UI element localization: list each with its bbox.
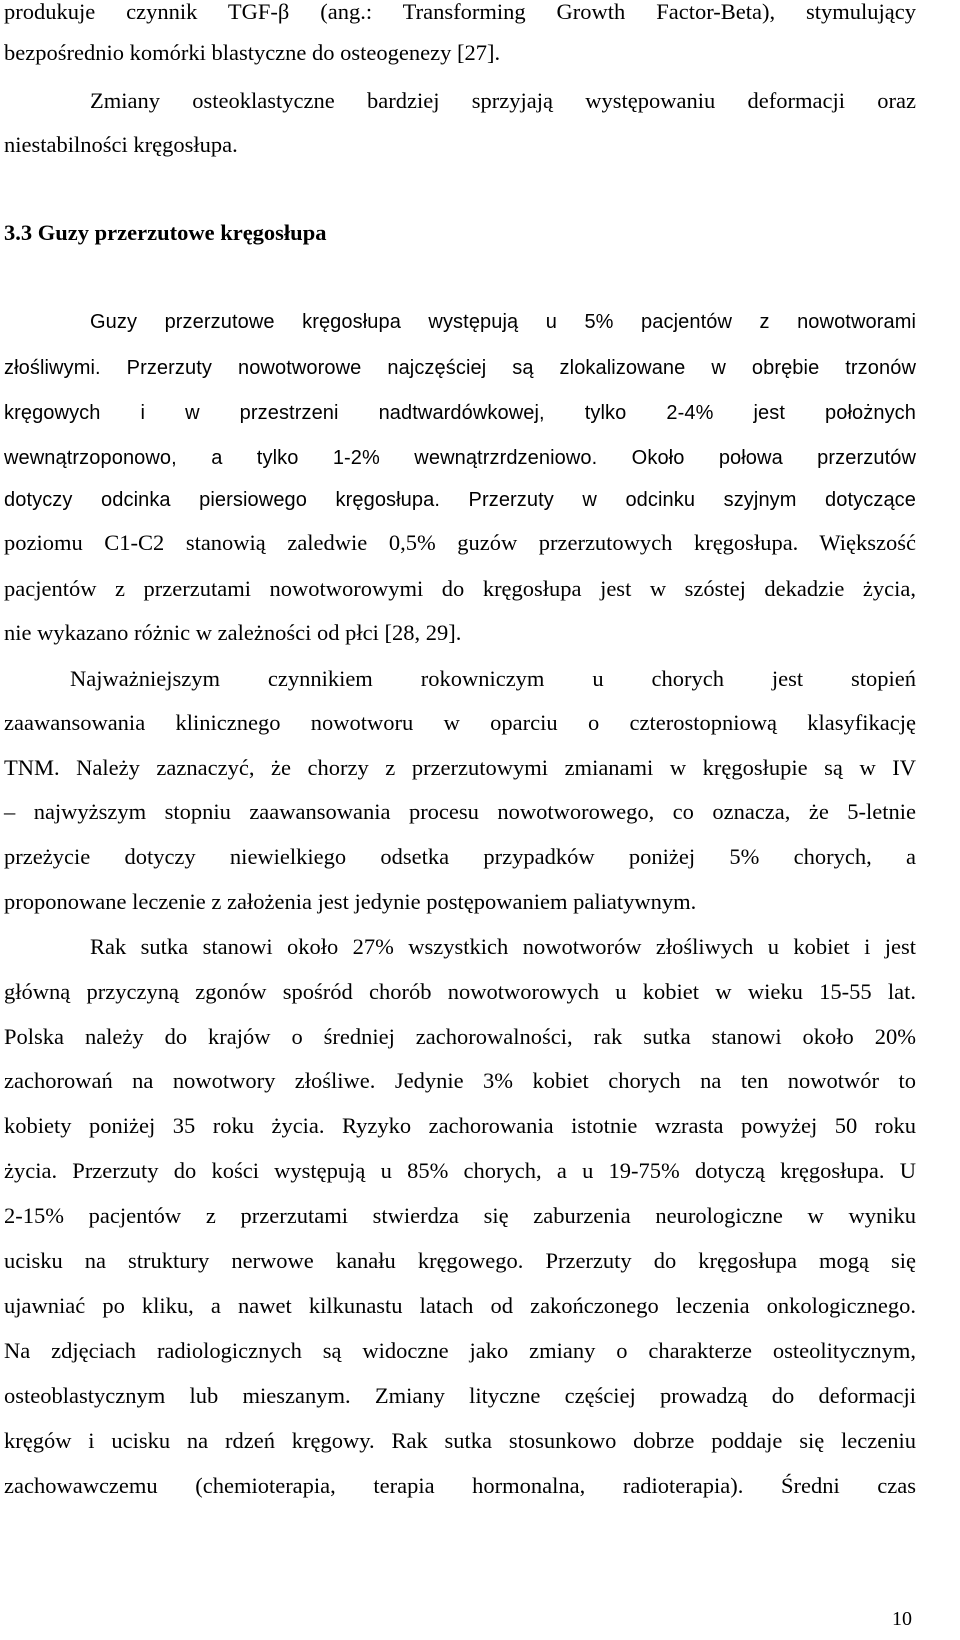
body-text-line: kręgów i ucisku na rdzeń kręgowy. Rak sutka stosunkowo dobrze poddaje się leczeniu xyxy=(4,1428,916,1453)
body-text-line: pacjentów z przerzutami nowotworowymi do kręgosłupa jest w szóstej dekadzie życia, xyxy=(4,576,916,601)
body-text-line: kręgowych i w przestrzeni nadtwardówkowej, tylko 2-4% jest położnych xyxy=(4,402,916,424)
body-text-line: bezpośrednio komórki blastyczne do osteogenezy [27]. xyxy=(4,40,501,65)
body-text-line: Najważniejszym czynnikiem rokowniczym u chorych jest stopień xyxy=(70,666,916,691)
body-text-line: zachorowań na nowotwory złośliwe. Jedynie 3% kobiet chorych na ten nowotwór to xyxy=(4,1068,916,1093)
body-text-line: produkuje czynnik TGF-β (ang.: Transforming Growth Factor-Beta), stymulujący xyxy=(4,0,916,24)
body-text-line: Guzy przerzutowe kręgosłupa występują u 5% pacjentów z nowotworami xyxy=(90,311,916,333)
body-text-line: nie wykazano różnic w zależności od płci [28, 29]. xyxy=(4,620,462,645)
body-text-line: ujawniać po kliku, a nawet kilkunastu latach od zakończonego leczenia onkologicznego. xyxy=(4,1293,916,1318)
body-text-line: dotyczy odcinka piersiowego kręgosłupa. Przerzuty w odcinku szyjnym dotyczące xyxy=(4,489,916,511)
body-text-line: TNM. Należy zaznaczyć, że chorzy z przerzutowymi zmianami w kręgosłupie są w IV xyxy=(4,755,916,780)
body-text-line: główną przyczyną zgonów spośród chorób nowotworowych u kobiet w wieku 15-55 lat. xyxy=(4,979,916,1004)
body-text-line: ucisku na struktury nerwowe kanału kręgowego. Przerzuty do kręgosłupa mogą się xyxy=(4,1248,916,1273)
body-text-line: Polska należy do krajów o średniej zachorowalności, rak sutka stanowi około 20% xyxy=(4,1024,916,1049)
body-text-line: kobiety poniżej 35 roku życia. Ryzyko zachorowania istotnie wzrasta powyżej 50 roku xyxy=(4,1113,916,1138)
body-text-line: 2-15% pacjentów z przerzutami stwierdza się zaburzenia neurologiczne w wyniku xyxy=(4,1203,916,1228)
page-number: 10 xyxy=(892,1608,912,1630)
body-text-line: zachowawczemu (chemioterapia, terapia hormonalna, radioterapia). Średni czas xyxy=(4,1473,916,1498)
body-text-line: przeżycie dotyczy niewielkiego odsetka przypadków poniżej 5% chorych, a xyxy=(4,844,916,869)
body-text-line: – najwyższym stopniu zaawansowania procesu nowotworowego, co oznacza, że 5-letnie xyxy=(4,799,916,824)
body-text-line: Rak sutka stanowi około 27% wszystkich nowotworów złośliwych u kobiet i jest xyxy=(90,934,916,959)
body-text-line: zaawansowania klinicznego nowotworu w oparciu o czterostopniową klasyfikację xyxy=(4,710,916,735)
section-heading: 3.3 Guzy przerzutowe kręgosłupa xyxy=(4,220,327,245)
body-text-line: życia. Przerzuty do kości występują u 85% chorych, a u 19-75% dotyczą kręgosłupa. U xyxy=(4,1158,916,1183)
body-text-line: Zmiany osteoklastyczne bardziej sprzyjają występowaniu deformacji oraz xyxy=(90,88,916,113)
body-text-line: poziomu C1-C2 stanowią zaledwie 0,5% guzów przerzutowych kręgosłupa. Większość xyxy=(4,530,916,555)
body-text-line: wewnątrzoponowo, a tylko 1-2% wewnątrzrdzeniowo. Około połowa przerzutów xyxy=(4,447,916,469)
body-text-line: Na zdjęciach radiologicznych są widoczne jako zmiany o charakterze osteolitycznym, xyxy=(4,1338,916,1363)
body-text-line: złośliwymi. Przerzuty nowotworowe najczęściej są zlokalizowane w obrębie trzonów xyxy=(4,357,916,379)
body-text-line: niestabilności kręgosłupa. xyxy=(4,132,238,157)
body-text-line: osteoblastycznym lub mieszanym. Zmiany lityczne częściej prowadzą do deformacji xyxy=(4,1383,916,1408)
body-text-line: proponowane leczenie z założenia jest jedynie postępowaniem paliatywnym. xyxy=(4,889,697,914)
